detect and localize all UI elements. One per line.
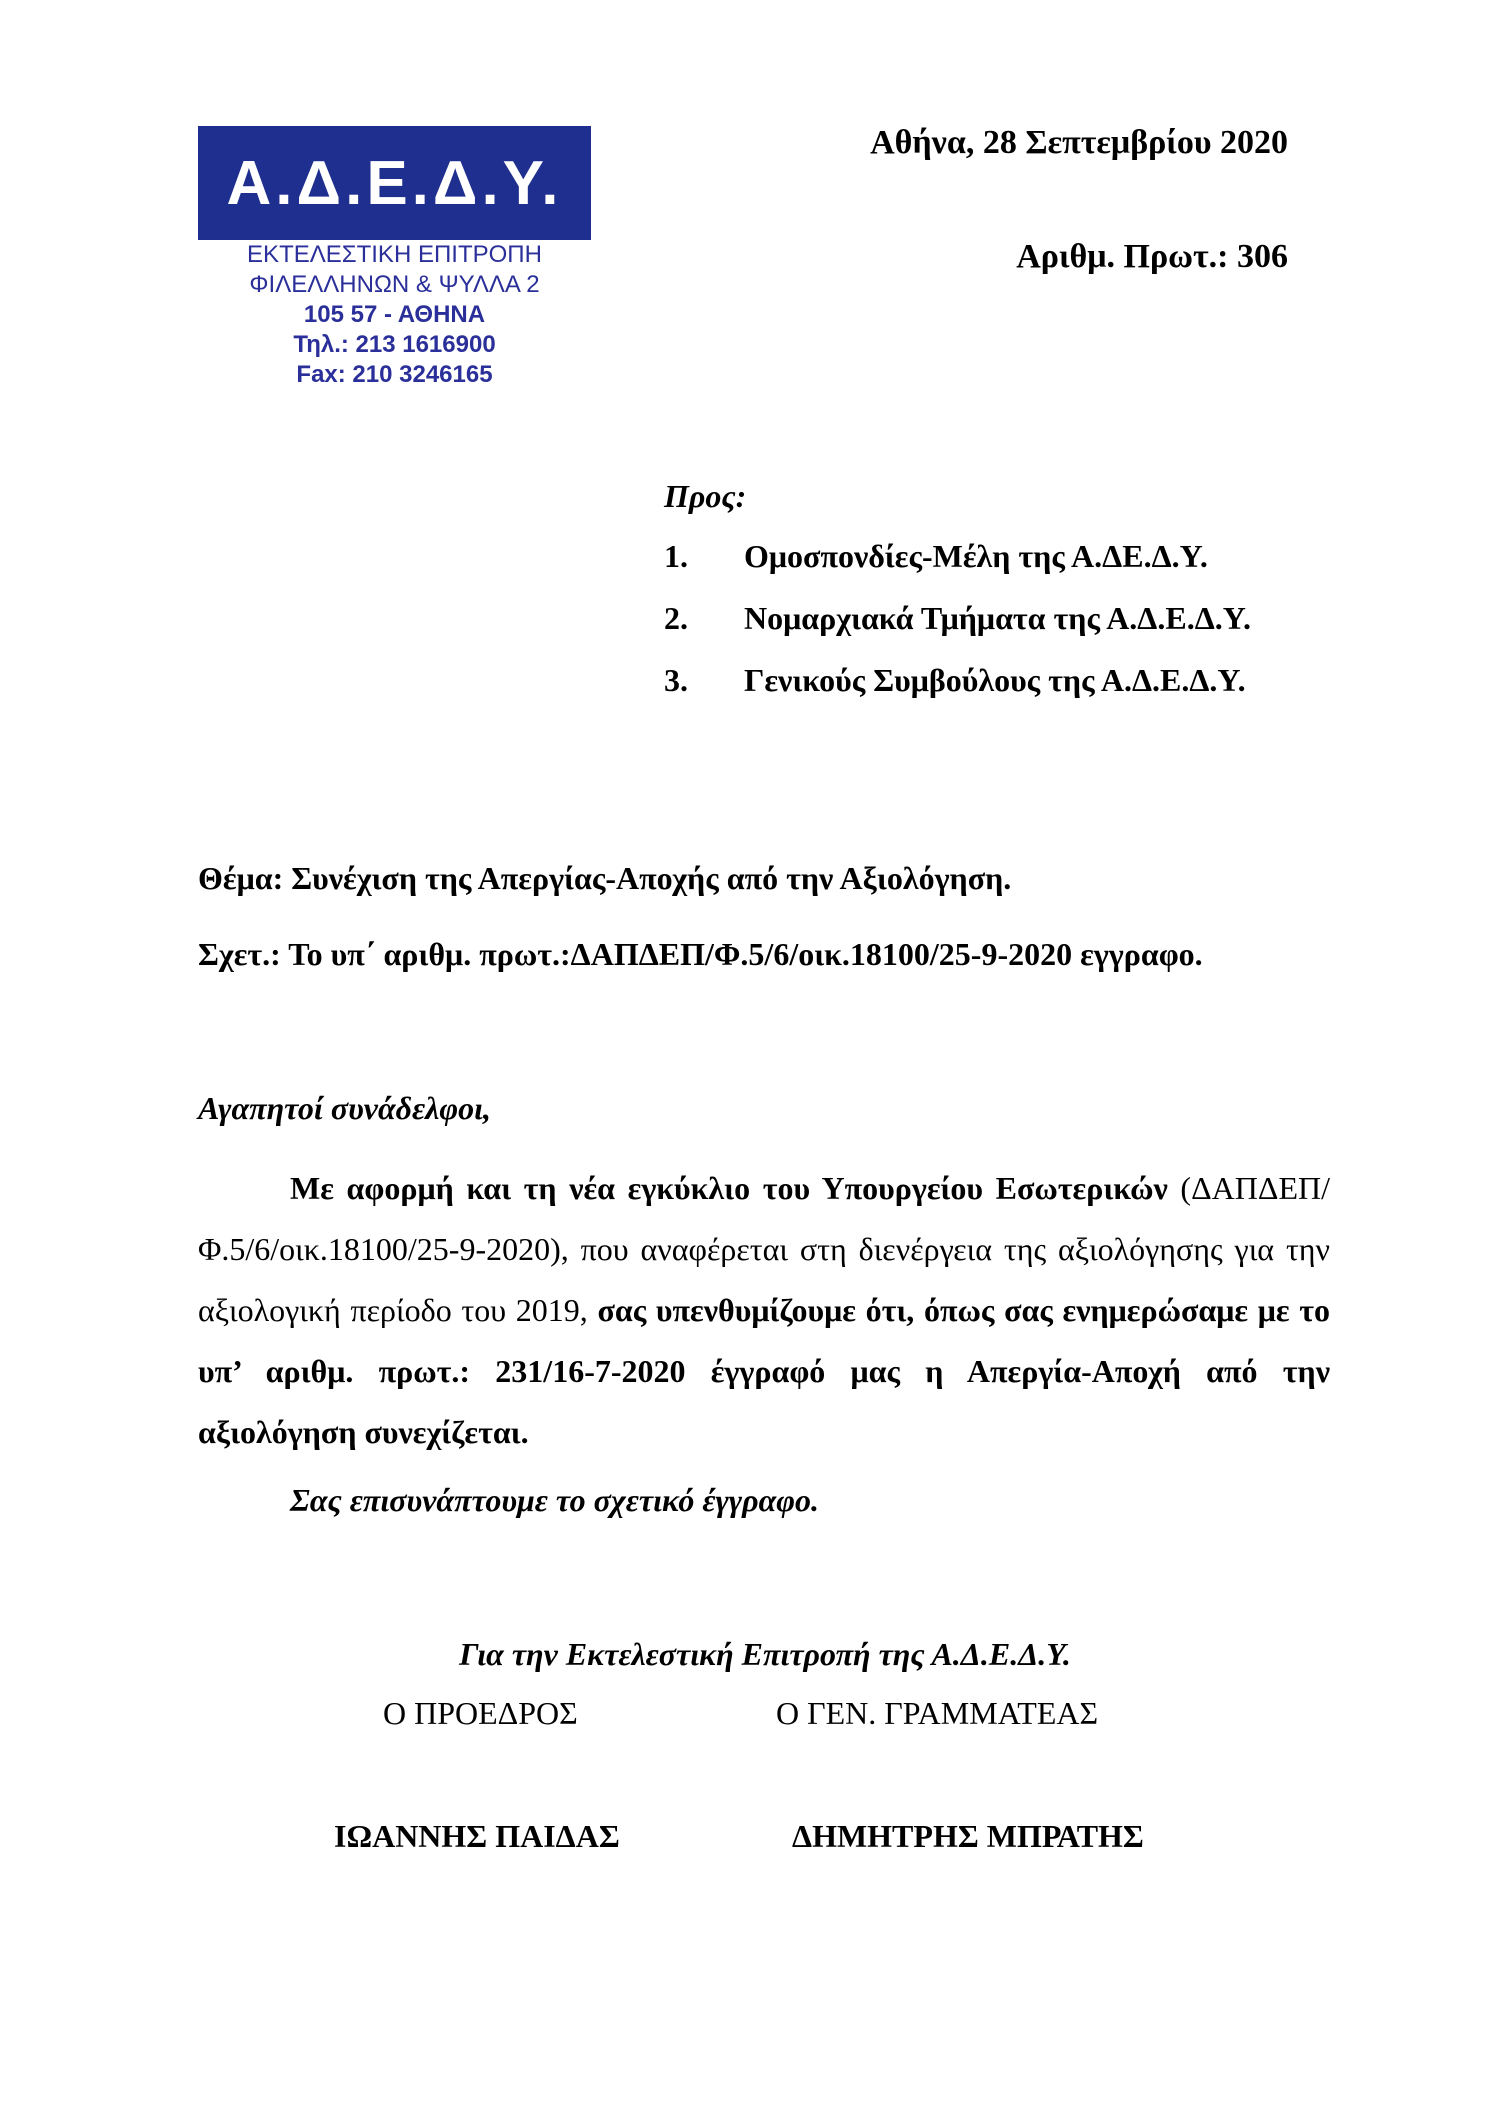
body-part-3: σας υπενθυμίζουμε ότι, όπως σας ενημερώσαμε με το υπ’ αριθμ. πρωτ.: 231/16-7-2020 έγγραφό μας η Απεργία-Αποχή από την αξιολόγηση συνεχίζεται. (198, 1292, 1331, 1450)
greeting: Αγαπητοί συνάδελφοι, (198, 1090, 491, 1126)
relative-line: Σχετ.: Το υπ΄ αριθμ. πρωτ.:ΔΑΠΔΕΠ/Φ.5/6/οικ.18100/25-9-2020 εγγραφο. (198, 936, 1203, 972)
protocol-number: Αριθμ. Πρωτ.: 306 (1016, 238, 1288, 275)
recipient-number: 1. (664, 538, 688, 574)
recipient-text: Νομαρχιακά Τμήματα της Α.Δ.Ε.Δ.Υ. (744, 600, 1251, 636)
president-title: Ο ΠΡΟΕΔΡΟΣ (383, 1695, 578, 1731)
recipient-number: 3. (664, 662, 688, 698)
attachment-note: Σας επισυνάπτουμε το σχετικό έγγραφο. (290, 1482, 819, 1518)
recipient-item (664, 600, 1251, 637)
president-name: ΙΩΑΝΝΗΣ ΠΑΙΔΑΣ (334, 1818, 620, 1854)
logo: Α.Δ.Ε.Δ.Υ. (198, 126, 591, 240)
body-part-1: Με αφορμή και τη νέα εγκύκλιο του Υπουργείου Εσωτερικών (290, 1170, 1168, 1206)
phone: Τηλ.: 213 1616900 (293, 331, 496, 358)
address-line-2: 105 57 - ΑΘΗΝΑ (303, 301, 486, 328)
recipient-item (664, 662, 1246, 699)
signature-for-line: Για την Εκτελεστική Επιτροπή της Α.Δ.Ε.Δ.Υ. (459, 1636, 1071, 1672)
body-part-2: (ΔΑΠΔΕΠ/Φ.5/6/οικ.18100/25-9-2020), που αναφέρεται στη διενέργεια της αξιολόγησης για την αξιολογική περίοδο του 2019, (198, 1170, 1330, 1328)
secretary-title: Ο ΓΕΝ. ΓΡΑΜΜΑΤΕΑΣ (776, 1695, 1099, 1731)
address-line-1: ΦΙΛΕΛΛΗΝΩΝ & ΨΥΛΛΑ 2 (249, 271, 540, 298)
recipients-title: Προς: (664, 478, 747, 514)
recipient-text: Γενικούς Συμβούλους της Α.Δ.Ε.Δ.Υ. (744, 662, 1246, 698)
subject-line: Θέμα: Συνέχιση της Απεργίας-Αποχής από την Αξιολόγηση. (198, 860, 1012, 896)
org-name: ΕΚΤΕΛΕΣΤΙΚΗ ΕΠΙΤΡΟΠΗ (247, 241, 542, 268)
organization-info (198, 240, 591, 390)
date-line: Αθήνα, 28 Σεπτεμβρίου 2020 (870, 124, 1288, 161)
recipient-number: 2. (664, 600, 688, 636)
secretary-name: ΔΗΜΗΤΡΗΣ ΜΠΡΑΤΗΣ (792, 1818, 1144, 1854)
recipient-item (664, 538, 1208, 575)
fax: Fax: 210 3246165 (296, 361, 493, 388)
recipient-text: Ομοσπονδίες-Μέλη της Α.ΔΕ.Δ.Υ. (744, 538, 1208, 574)
body-paragraph (198, 1158, 1330, 1463)
